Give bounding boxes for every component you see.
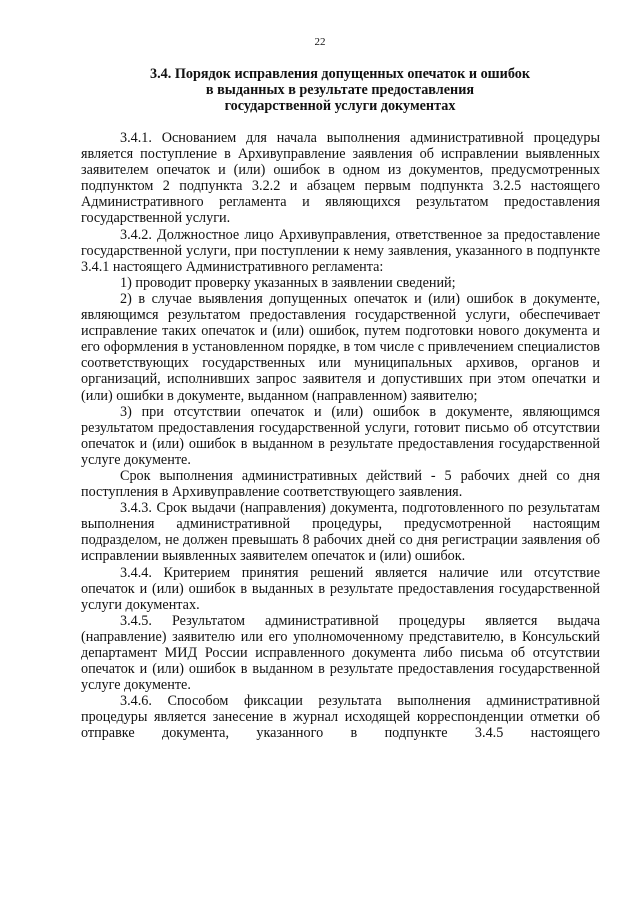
section-heading bbox=[80, 66, 600, 114]
section-heading-line: 3.4. Порядок исправления допущенных опечаток и ошибок bbox=[149, 66, 530, 82]
list-item-3: 3) при отсутствии опечаток и (или) ошибок в документе, являющимся результатом предоставления государственной услуги, готовит письмо об отсутствии опечаток и (или) ошибок в выданном в результате предоставления государственной услуге документе. bbox=[81, 403, 600, 468]
paragraph-3-4-5: 3.4.5. Результатом административной процедуры является выдача (направление) заявителю или его уполномоченному представителю, в Консульский департамент МИД России исправленного документа либо письма об отсутствии опечаток и (или) ошибок в выданном в результате предоставления государственной услуге документе. bbox=[81, 612, 600, 694]
document-body bbox=[81, 130, 600, 742]
paragraph-3-4-3: 3.4.3. Срок выдачи (направления) документа, подготовленного по результатам выполнения административной процедуры, предусмотренной настоящим подразделом, не должен превышать 8 рабочих дней со дня регистрации заявления об исправлении выявленных заявителем опечаток и (или) ошибок. bbox=[81, 500, 600, 565]
list-item-1: 1) проводит проверку указанных в заявлении сведений; bbox=[120, 274, 456, 291]
page-number: 22 bbox=[314, 36, 326, 48]
paragraph-3-4-2: 3.4.2. Должностное лицо Архивуправления, ответственное за предоставление государственной услуги, при поступлении к нему заявления, указанного в подпункте 3.4.1 настоящего Административного регламента: bbox=[81, 226, 600, 275]
paragraph-3-4-4: 3.4.4. Критерием принятия решений является наличие или отсутствие опечаток и (или) ошибок в выданных в результате предоставления государственной услуги документах. bbox=[81, 564, 600, 613]
section-heading-line: государственной услуги документах bbox=[224, 98, 456, 114]
section-heading-line: в выданных в результате предоставления bbox=[205, 82, 475, 98]
paragraph-deadline: Срок выполнения административных действий - 5 рабочих дней со дня поступления в Архивуправление соответствующего заявления. bbox=[81, 467, 600, 501]
paragraph-3-4-6: 3.4.6. Способом фиксации результата выполнения административной процедуры является занесение в журнал исходящей корреспонденции отметки об отправке документа, указанного в подпункте 3.4.5 настоящего bbox=[81, 693, 600, 742]
paragraph-3-4-1: 3.4.1. Основанием для начала выполнения административной процедуры является поступление в Архивуправление заявления об исправлении выявленных заявителем опечаток и (или) ошибок в одном из документов, предусмотренных подпунктом 2 подпункта 3.2.2 и абзацем первым подпункта 3.2.5 настоящего Административного регламента и являющихся результатом предоставления государственной услуги. bbox=[81, 130, 600, 227]
list-item-2: 2) в случае выявления допущенных опечаток и (или) ошибок в документе, являющимся результатом предоставления государственной услуги, обеспечивает исправление таких опечаток и (или) ошибок, путем подготовки нового документа и его оформления в установленном порядке, в том числе с привлечением специалистов соответствующих государственных или муниципальных архивов, органов и организаций, исполнивших запрос заявителя и допустивших при этом опечатки и (или) ошибки в документе, выданном (направленном) заявителю; bbox=[81, 290, 600, 404]
